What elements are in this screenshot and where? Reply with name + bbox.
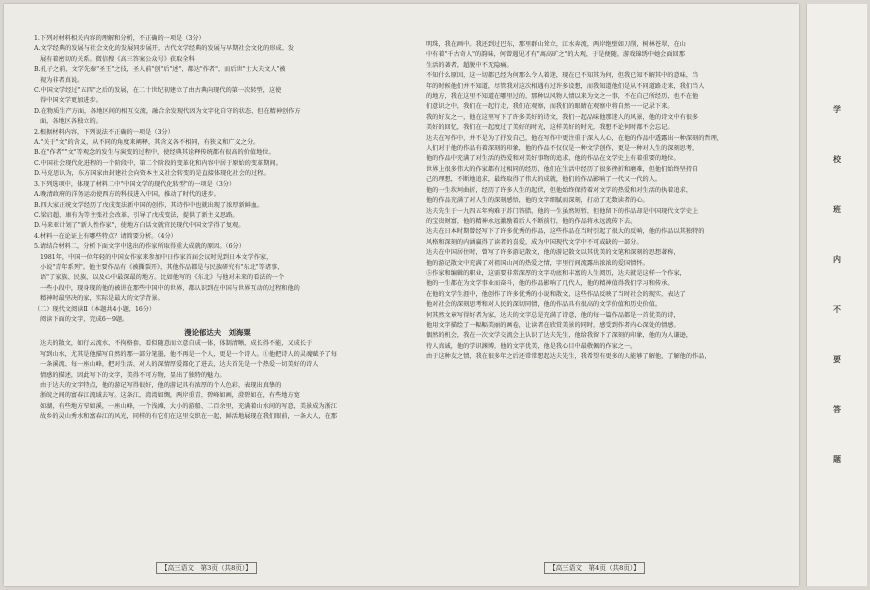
spine-char: 校 xyxy=(833,154,841,164)
essay-line: 的地方，我在这里不知道在哪里过的，那种以风物人情以来为文之一事，不在自己所经历，也不在他 xyxy=(426,93,699,101)
exam-sheet xyxy=(4,4,799,586)
essay-line: 风格和深刻的内涵赢得了读者的喜爱，成为中国现代文学中不可或缺的一部分。 xyxy=(426,238,643,246)
page-footer-3: 【高三语文 第3页（共8页）】 xyxy=(156,562,257,574)
essay-line: 写到山水，尤其是他描写自然的那一部分笔墨，他不再是一个人，更是一个诗人。①他把诗人的灵魂赋予了每 xyxy=(40,350,337,358)
essay-line: 年的时候他们并不知道，尽管我对这次相遇有过许多设想，而我知道他们是从不同道路走来，我们当人 xyxy=(426,82,705,90)
spine-char: 要 xyxy=(833,354,841,364)
text-line: 5.请结合材料二，分析下面文字中选出的作家所取得重大成就的原因。（6分） xyxy=(34,243,245,251)
essay-line: 世界上很多伟大的作家都有过相同的经历，他们在生活中经历了很多挫折和磨难，但他们始终坚持自 xyxy=(426,165,699,173)
spine-char: 不 xyxy=(833,304,841,314)
essay-line: 美好的回忆，我们在一起度过了美好的时光，这样美好的时光，我想不论何时都不会忘记。 xyxy=(426,124,674,132)
text-line: A.晚清政府的洋务运动使西方的科技进入中国，推动了时代的进步。 xyxy=(34,191,220,199)
essay-line: 在他的文学生涯中，他创作了许多优秀的小说和散文，这些作品反映了当时社会的现实，表达了 xyxy=(426,290,686,298)
text-line: D.马来亚计划了"新人性作家"，使地方白话文就官民现代中国文学得了复观。 xyxy=(34,222,245,230)
text-line: 精神时最坚决的家，实际是最大的文学背景。 xyxy=(40,295,164,303)
text-line: 1.下列对材料相关内容的理解和分析，不正确的一项是（3分） xyxy=(34,35,205,42)
text-line: 4.材料一在论证上有哪些特点？请简要分析。（4分） xyxy=(34,232,177,240)
essay-line: 情感的描述，因此写下的文字，美得不可方物，显出了独特的魅力。 xyxy=(40,371,226,379)
text-line: D.在物质生产方面，各地区间的相互交流，融合余发现代因为文字化自守的状态，但在精神创作方 xyxy=(34,107,301,115)
essay-title: 漫论郁达夫 刘海粟 xyxy=(184,328,251,338)
text-line: 展有着密切的关系。微信搜《高三答案公众号》获取全科 xyxy=(40,55,195,63)
left-question-lines xyxy=(30,34,405,325)
essay-line: 他对社会的深刻思考和对人民的深切同情，他的作品具有很高的文学价值和历史价值。 xyxy=(426,301,662,309)
right-page xyxy=(416,40,791,363)
text-line: 得中国文学更加进步。 xyxy=(40,97,102,105)
text-line: 一些小段中，现身现的他的被讲在那些中国中的世界，都认识到在中国与世界互动的过程和他的 xyxy=(40,284,300,292)
text-line: 语"了家族、民族，以及心中最深最的地方。比如他写的《东北》与他对未来的看法的一个 xyxy=(40,274,285,282)
essay-line: 故乡的灵山秀水和富春江的风光，同样的有它们在这里交织在一起，鲜活地展现在我们眼前，一条大人，在那 xyxy=(40,413,337,421)
spine-char: 答 xyxy=(833,404,841,414)
essay-line: 如湖，有些地方窄如溪，一座山峰，一个浅滩，大小的游船、二百余里，充满着山水间的写意，美景成为浙江 xyxy=(40,402,337,410)
text-line: B.孔子之前，文学先秦"圣王"之技，圣人前"创"后"述"，都达"作者"，而后世"士大夫文人"被 xyxy=(34,66,286,74)
right-essay-lines xyxy=(416,40,791,363)
essay-line: 达夫在中国居住时，曾写了许多游记散文，他的游记散文以其优美的文笔和深刻的思想著称， xyxy=(426,249,680,257)
text-line: B.在"作者""文"等观念的发生与演变的过程中，使经典其诠释传统都有很高的价值地位。 xyxy=(34,149,275,157)
binding-margin xyxy=(806,4,867,586)
essay-line: 浙皖之间的富春江流域去写。这条江，湾湾如绸，两岸重青，碧峰如画，澄碧如在，有些地方宽 xyxy=(40,392,300,400)
spine-char: 班 xyxy=(833,204,841,214)
essay-line: 中有着"千古奇人"的韵味，何曾遇见才有"离高旷之"的大观，于是便随，游戏锦绣中她会面回那 xyxy=(426,51,685,59)
text-line: C.中国文学经过"五四"之后的发展，在二十世纪初建立了由古典向现代的第一次转型，这使 xyxy=(34,87,282,95)
essay-line: 达夫在日本时期曾经写下了许多优秀的作品，这些作品在当时引起了很大的反响，他的作品以其独特的 xyxy=(426,228,705,236)
essay-line: ⑤作家和编辑的职业，这需要非常深厚的文字功底和丰富的人生阅历，达夫就是这样一个作家， xyxy=(426,269,686,277)
text-line: 面，各地区各独立的。 xyxy=(40,118,102,126)
essay-line: 由于这种友之情，我在很多年之后还常常想起达夫先生，我希望有更多的人能够了解他，了解他的作品， xyxy=(426,353,711,361)
essay-line: 待人真诚，他的学识渊博，他的文字优美，他是我心目中最敬佩的作家之一。 xyxy=(426,342,637,350)
essay-line: 他的一生都在为文学事业而奋斗，他的作品影响了几代人，他的精神值得我们学习和传承。 xyxy=(426,280,674,288)
text-line: B.四大家正统文学经历了戊戌变法新中国的创作，其诗作中也就出现了浓厚新鲜血。 xyxy=(34,201,264,209)
left-page xyxy=(30,34,405,423)
text-line: 3.下列选项中，体现了材料二中"中国文学的现代化转型"的一项是（3分） xyxy=(34,180,236,188)
essay-line: 他用文字描绘了一幅幅美丽的画卷，让读者在欣赏美景的同时，感受到作者内心深处的情感。 xyxy=(426,321,680,329)
essay-line: 他的作品充满了对人生的深刻感悟，他的文字细腻而深刻，打动了无数读者的心。 xyxy=(426,197,649,205)
text-line: D.马克思认为，东方国家由封建社会向资本主义社会转变的是直接体现化社会的过程。 xyxy=(34,170,270,178)
spine-char: 学 xyxy=(833,104,841,114)
text-line: C.中国社会现代化进程的一个阶段中，第二个阶段的变革化和内容中居于原始的变革期间。 xyxy=(34,159,282,167)
essay-line: 偶然的机会，我在一次文学交流会上认识了达夫先生，他给我留下了深刻的印象，他的为人谦逊， xyxy=(426,332,693,340)
essay-line: 我的好友之一，他在这里写下了许多美好的诗文，我们一起品味他那迷人的风景，他的诗文中有很多 xyxy=(426,113,699,121)
essay-line: 的宝贵财富，他的精神永远激励着后人不断前行，他的作品将永远流传下去。 xyxy=(426,217,637,225)
spine-char: 题 xyxy=(833,454,841,464)
text-line: 小说"青年系列"。他主要作品有《被撕裂开》，其他作品都是与民族研究有"东北"等诸事， xyxy=(40,263,284,271)
essay-line: 明珠，我在画中。我还到过巴东，那里群山耸立，江水奔流，两岸绝壁如刀削，树林苍翠，在山 xyxy=(426,41,686,48)
essay-line: 们意识之中，我们在一起行走，我们在观察，而我们的眼睛在观察中将自然一一记录下来。 xyxy=(426,103,674,111)
essay-line: 他的游记散文中充满了对祖国山河的热爱之情，字里行间流露出浓浓的爱国情怀。 xyxy=(426,259,649,267)
text-line: 阅读下面的文字，完成6～9题。 xyxy=(40,315,129,323)
essay-line: 生活的著者，超脱中不无隐痛。 xyxy=(426,61,513,69)
essay-line: 达夫在写作中，并不是为了抒发自己，他在写作中更注重于深入人心，在他的作品中透露出一种深刻的哲理， xyxy=(426,134,723,142)
essay-line: 达夫先生于一九四五年殉难于苏门答腊，他的一生虽然短暂，但他留下的作品却是中国现代文学史上 xyxy=(426,207,699,215)
essay-line: 他的一生坎坷曲折，经历了许多人生的起伏，但他始终保持着对文学的热爱和对生活的执着追求， xyxy=(426,186,693,194)
essay-line: 人们对于他的作品有着深刻的印象，他的作品不仅仅是一种文学创作，更是一种对人生的深刻思考， xyxy=(426,145,699,153)
spine-char: 内 xyxy=(833,254,841,264)
essay-body xyxy=(30,339,405,422)
essay-line: 由于达夫的文字特点，他的游记写得很好，他的游记具有浓厚的个人色彩，表现出真挚的 xyxy=(40,382,282,389)
text-line: 视为非者真说。 xyxy=(40,76,84,84)
essay-line: 一条溪流、每一座山峰，把对生活、对人的深情厚爱都化了进去，达夫首先是一个热爱一切美好的诗人 xyxy=(40,361,319,369)
text-line: C.梁启超、康有为等主张社会改革，引导了戊戌变法，提供了新主义思路。 xyxy=(34,211,239,219)
text-line: 2.根据材料内容，下列说法不正确的一项是（3分） xyxy=(34,128,174,136)
essay-line: 他的作品中充满了对生活的热爱和对美好事物的追求，他的作品在文学史上有着重要的地位。 xyxy=(426,155,680,163)
essay-line: 何其然文章写得好者为家，达夫的文字总是充满了诗意，他的每一篇作品都是一首优美的诗， xyxy=(426,311,680,319)
text-line: A.文学经典的发展与社会文化的发展同步展开，古代文学经典的发展与早期社会文化的形成、发 xyxy=(34,45,295,53)
page-footer-4: 【高三语文 第4页（共8页）】 xyxy=(544,562,645,574)
essay-line: 己的理想，不断地追求，最终取得了伟大的成就，他们的作品影响了一代又一代的人。 xyxy=(426,176,662,184)
text-line: A."关于"文"的含义，从不同的角度来阐释，其含义各不相同，有狭义和广义之分。 xyxy=(34,139,260,147)
essay-line: 达夫的散文，如行云流水、不拘格套，看似随意而立意自成一体，体制清晰，成长得不能，又成长于 xyxy=(40,340,313,348)
text-line: （二）现代文阅读Ⅱ（本题共4小题，16分） xyxy=(34,305,156,313)
text-line: 1981年，中国一位年轻的中国女作家来参加中日作家首届会议时见到日本文学作家， xyxy=(40,253,273,261)
essay-line: 不知什么原因，这一切都已经为何那么令人着迷，现在已不知其为何，但我已知不解其中的意味，当 xyxy=(426,72,699,80)
